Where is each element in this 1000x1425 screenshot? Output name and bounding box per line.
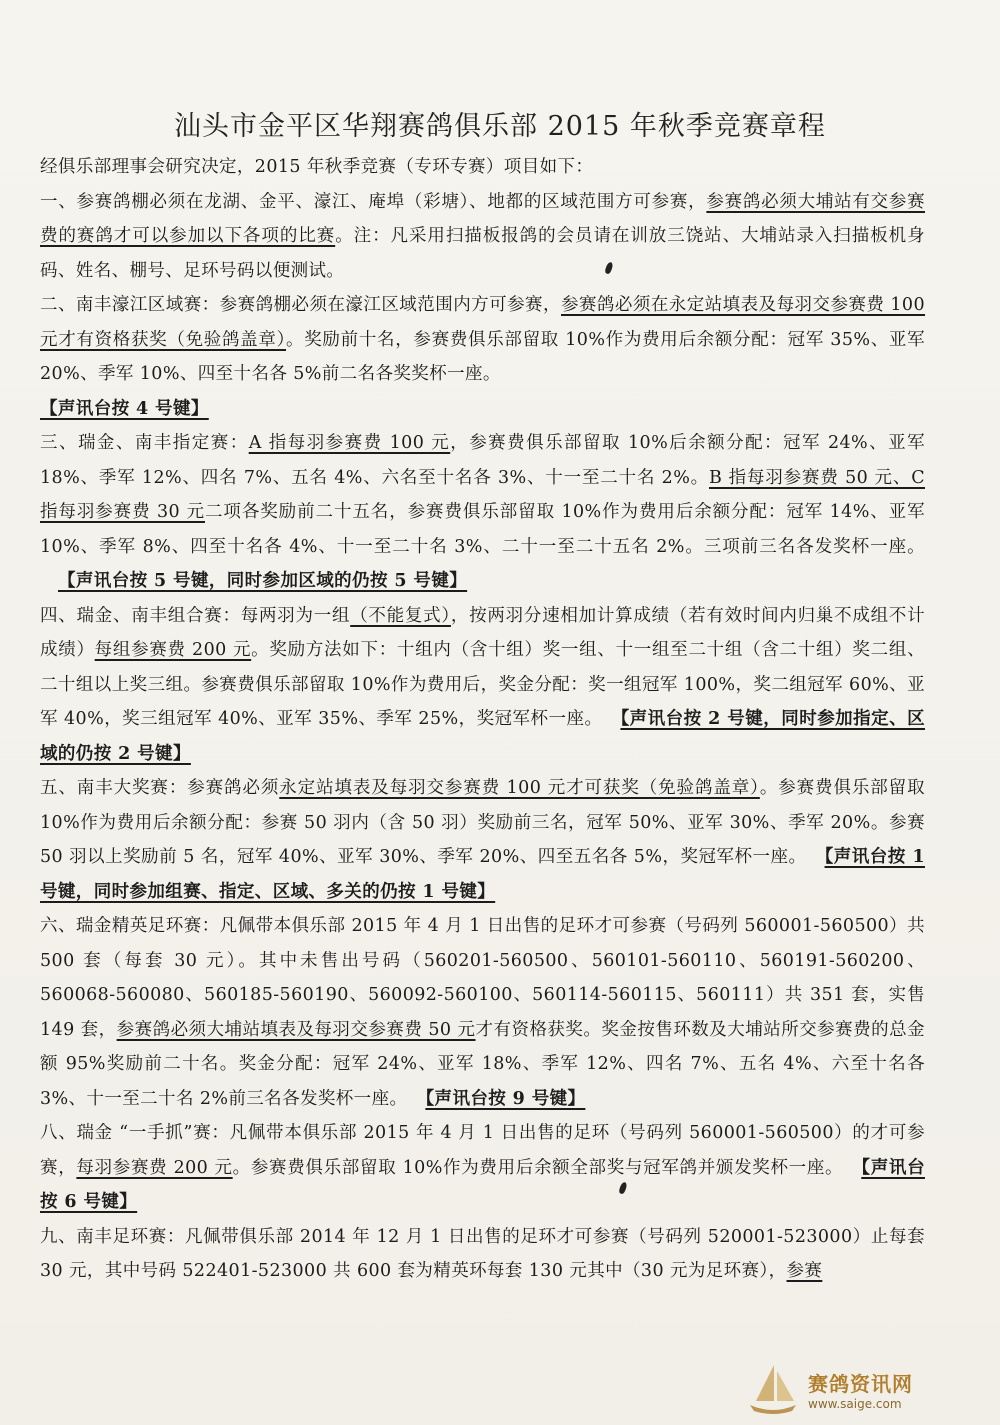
document-body	[40, 150, 925, 1289]
document-title: 汕头市金平区华翔赛鸽俱乐部 2015 年秋季竞赛章程	[174, 111, 826, 142]
hotline-key-6: 【声讯台按 6 号键】	[40, 1157, 925, 1212]
section-4: 四、瑞金、南丰组合赛：每两羽为一组（不能复式），按两羽分速相加计算成绩（若有效时间内归巢不成组不计成绩）每组参赛费 200 元。奖励方法如下：十组内（含十组）奖一组、十一组至二十组（含二十组）奖二组、二十组以上奖三组。参赛费俱乐部留取 10%作为费用后，奖金分配：奖一组冠军 100%，奖二组冠军 60%、亚军 40%，奖三组冠军 40%、亚军 35%、季军 25%，奖冠军杯一座。 【声讯台按 2 号键，同时参加指定、区域的仍按 2 号键】	[40, 605, 925, 764]
watermark-url: www.saige.com	[808, 1396, 902, 1411]
hotline-key-4: 【声讯台按 4 号键】	[40, 398, 209, 419]
sailboat-logo-icon	[744, 1361, 802, 1417]
hotline-key-9: 【声讯台按 9 号键】	[425, 1088, 586, 1109]
intro-paragraph: 经俱乐部理事会研究决定，2015 年秋季竞赛（专环专赛）项目如下：	[40, 157, 594, 177]
watermark-site-name: 赛鸽资讯网	[808, 1371, 913, 1396]
site-watermark	[744, 1359, 964, 1419]
hotline-key-1: 【声讯台按 1 号键，同时参加组赛、指定、区域、多关的仍按 1 号键】	[40, 847, 925, 902]
section-2: 二、南丰濠江区域赛：参赛鸽棚必须在濠江区域范围内方可参赛，参赛鸽必须在永定站填表及每羽交参赛费 100 元才有资格获奖（免验鸽盖章）。奖励前十名，参赛费俱乐部留取 10%作为费用后余额分配：冠军 35%、亚军 20%、季军 10%、四至十名各 5%前二名各奖奖杯一座。 【声讯台按 4 号键】	[40, 295, 926, 419]
section-1: 一、参赛鸽棚必须在龙湖、金平、濠江、庵埠（彩塘）、地都的区域范围方可参赛，参赛鸽必须大埔站有交参赛费的赛鸽才可以参加以下各项的比赛。注：凡采用扫描板报鸽的会员请在训放三饶站、大埔站录入扫描板机身码、姓名、棚号、足环号码以便测试。	[40, 191, 925, 281]
hotline-key-2: 【声讯台按 2 号键，同时参加指定、区域的仍按 2 号键】	[40, 709, 925, 764]
section-9: 九、南丰足环赛：凡佩带俱乐部 2014 年 12 月 1 日出售的足环才可参赛（号码列 520001-523000）止每套 30 元，其中号码 522401-523000 共 600 套为精英环每套 130 元其中（30 元为足环赛），参赛	[40, 1226, 925, 1281]
section-3: 三、瑞金、南丰指定赛：A 指每羽参赛费 100 元，参赛费俱乐部留取 10%后余额分配：冠军 24%、亚军 18%、季军 12%、四名 7%、五名 4%、六名至十名各 3%、十一至二十名 2%。B 指每羽参赛费 50 元、C 指每羽参赛费 30 元二项各奖励前二十五名，参赛费俱乐部留取 10%作为费用后余额分配：冠军 14%、亚军 10%、季军 8%、四至十名各 4%、十一至二十名 3%、二十一至二十五名 2%。三项前三名各发奖杯一座。【声讯台按 5 号键，同时参加区域的仍按 5 号键】	[40, 433, 926, 591]
section-5: 五、南丰大奖赛：参赛鸽必须永定站填表及每羽交参赛费 100 元才可获奖（免验鸽盖章）。参赛费俱乐部留取 10%作为费用后余额分配：参赛 50 羽内（含 50 羽）奖励前三名，冠军 50%、亚军 30%、季军 20%。参赛 50 羽以上奖励前 5 名，冠军 40%、亚军 30%、季军 20%、四至五名各 5%，奖冠军杯一座。 【声讯台按 1 号键，同时参加组赛、指定、区域、多关的仍按 1 号键】	[40, 778, 925, 902]
section-6: 六、瑞金精英足环赛：凡佩带本俱乐部 2015 年 4 月 1 日出售的足环才可参赛（号码列 560001-560500）共 500 套（每套 30 元）。其中未售出号码（560201-560500、560101-560110、560191-560200、560068-560080、560185-560190、560092-560100、560114-560115、560111）共 351 套，实售 149 套，参赛鸽必须大埔站填表及每羽交参赛费 50 元才有资格获奖。奖金按售环数及大埔站所交参赛费的总金额 95%奖励前二十名。奖金分配：冠军 24%、亚军 18%、季军 12%、四名 7%、五名 4%、六至十名各 3%、十一至二十名 2%前三名各发奖杯一座。 【声讯台按 9 号键】	[40, 916, 926, 1109]
section-8: 八、瑞金 “一手抓”赛：凡佩带本俱乐部 2015 年 4 月 1 日出售的足环（号码列 560001-560500）的才可参赛，每羽参赛费 200 元。参赛费俱乐部留取 10%作为费用后余额全部奖与冠军鸽并颁发奖杯一座。 【声讯台按 6 号键】	[40, 1123, 925, 1212]
hotline-key-5: 【声讯台按 5 号键，同时参加区域的仍按 5 号键】	[58, 571, 468, 591]
